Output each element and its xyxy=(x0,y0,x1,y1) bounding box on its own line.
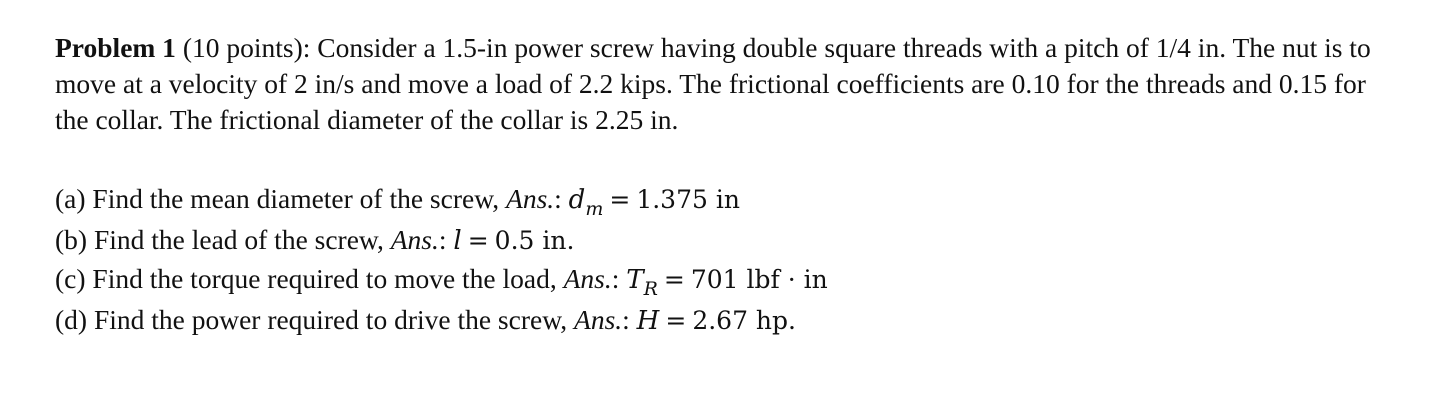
answer-label: Ans. xyxy=(563,263,612,294)
problem-points: (10 points): xyxy=(182,32,311,63)
answer-label: Ans. xyxy=(390,224,439,255)
answer-colon: : xyxy=(622,304,637,335)
answer-colon: : xyxy=(611,263,627,294)
question-text: (a) Find the mean diameter of the screw, xyxy=(55,183,507,214)
question-a xyxy=(55,180,1395,221)
answer-label: Ans. xyxy=(574,304,623,335)
answer-value: 2.67 xyxy=(692,306,748,335)
answer-colon: : xyxy=(438,224,454,255)
answer-symbol: l xyxy=(453,226,462,256)
equals-sign: = xyxy=(609,185,631,214)
question-list xyxy=(55,180,1395,340)
question-b xyxy=(55,221,1395,260)
problem-label: Problem 1 xyxy=(55,32,176,63)
answer-value: 1.375 xyxy=(636,185,708,214)
question-text: (c) Find the torque required to move the load, xyxy=(55,263,564,294)
problem-statement xyxy=(55,30,1395,138)
answer-unit: hp. xyxy=(747,306,796,335)
answer-subscript: m xyxy=(585,198,604,220)
equals-sign: = xyxy=(663,265,685,294)
equals-sign: = xyxy=(467,226,489,255)
question-text: (b) Find the lead of the screw, xyxy=(55,224,391,255)
answer-symbol: d xyxy=(568,185,586,215)
equals-sign: = xyxy=(665,306,687,335)
problem-document xyxy=(55,30,1395,340)
answer-value: 701 xyxy=(690,265,739,294)
answer-unit: in xyxy=(707,185,740,214)
answer-value: 0.5 xyxy=(494,226,535,255)
answer-colon: : xyxy=(554,183,569,214)
answer-unit: in. xyxy=(534,226,575,255)
question-text: (d) Find the power required to drive the screw, xyxy=(55,304,575,335)
answer-symbol: H xyxy=(636,306,660,336)
answer-unit: lbf · in xyxy=(738,265,828,294)
question-d xyxy=(55,301,1395,340)
question-c xyxy=(55,260,1395,301)
answer-subscript: R xyxy=(643,278,658,300)
answer-symbol: T xyxy=(626,265,644,295)
problem-text: Consider a 1.5-in power screw having double square threads with a pitch of 1/4 in. The nut is to move at a velocity of 2 in/s and move a load of 2.2 kips. The frictional coefficients are 0.10 for the threads and 0.15 for the collar. The frictional diameter of the collar is 2.25 in. xyxy=(55,32,1371,135)
answer-label: Ans. xyxy=(506,183,555,214)
